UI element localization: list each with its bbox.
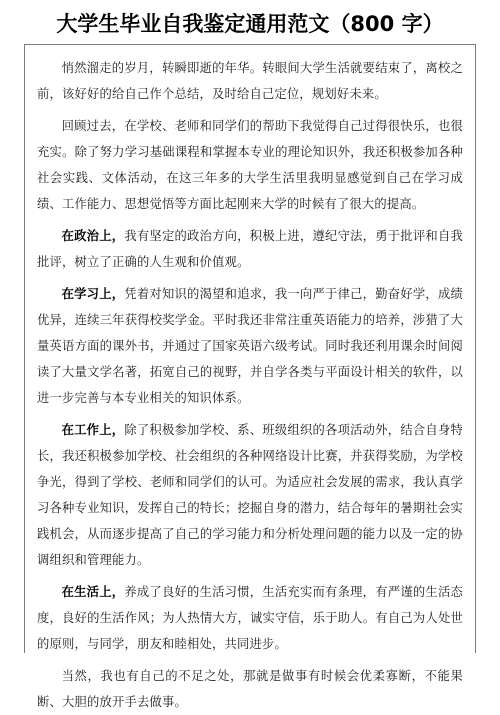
paragraph-shortcomings bbox=[37, 663, 463, 715]
paragraph-text: 除了积极参加学校、系、班级组织的各项活动外，结合自身特长，我还积极参加学校、社会组织的各种网络设计比赛，并获得奖励，为学校争光，得到了学校、老师和同学们的认可。为适应社会发展的需求，我认真学习各种专业知识，发挥自己的特长；挖掘自身的潜力，结合每年的暑期社会实践机会，从而逐步提高了自己的学习能力和分析处理问题的能力以及一定的协调组织和管理能力。 bbox=[37, 423, 463, 567]
paragraph-life bbox=[37, 579, 463, 657]
paragraph-lead: 在政治上， bbox=[61, 228, 125, 243]
paragraph-text: 养成了良好的生活习惯，生活充实而有条理，有严谨的生活态度，良好的生活作风；为人热情大方，诚实守信，乐于助人。有自己为人处世的原则，与同学，朋友和睦相处，共同进步。 bbox=[37, 585, 463, 651]
paragraph-1 bbox=[37, 55, 463, 107]
paragraph-text: 当然，我也有自己的不足之处，那就是做事有时候会优柔寡断，不能果断、大胆的放开手去做事。 bbox=[37, 669, 463, 709]
page-title: 大学生毕业自我鉴定通用范文（800 字） bbox=[56, 12, 444, 36]
paragraph-study bbox=[37, 281, 463, 411]
paragraph-text: 凭着对知识的渴望和追求，我一向严于律己，勤奋好学，成绩优异，连续三年获得校奖学金。平时我还非常注重英语能力的培养，涉猎了大量英语方面的课外书，并通过了国家英语六级考试。同时我还利用课余时间阅读了大量文学名著，拓宽自己的视野，并自学各类与平面设计相关的软件，以进一步完善与本专业相关的知识体系。 bbox=[37, 287, 463, 405]
paragraph-work bbox=[37, 417, 463, 573]
paragraph-lead: 在生活上， bbox=[61, 584, 125, 599]
paragraph-text: 我有坚定的政治方向，积极上进，遵纪守法，勇于批评和自我批评，树立了正确的人生观和价值观。 bbox=[37, 229, 463, 269]
paragraph-politics bbox=[37, 223, 463, 275]
content-box bbox=[24, 44, 476, 709]
paragraph-lead: 在学习上， bbox=[61, 286, 125, 301]
paragraph-lead: 在工作上， bbox=[61, 422, 125, 437]
paragraph-text: 悄然溜走的岁月，转瞬即逝的年华。转眼间大学生活就要结束了，离校之前，该好好的给自己作个总结，及时给自己定位，规划好未来。 bbox=[37, 61, 463, 101]
paragraph-text: 回顾过去，在学校、老师和同学们的帮助下我觉得自己过得很快乐，也很充实。除了努力学习基础课程和掌握本专业的理论知识外，我还积极参加各种社会实践、文体活动，在这三年多的大学生活里我明显感觉到自己在学习成绩、工作能力、思想觉悟等方面比起刚来大学的时候有了很大的提高。 bbox=[37, 119, 463, 211]
paragraph-2 bbox=[37, 113, 463, 217]
